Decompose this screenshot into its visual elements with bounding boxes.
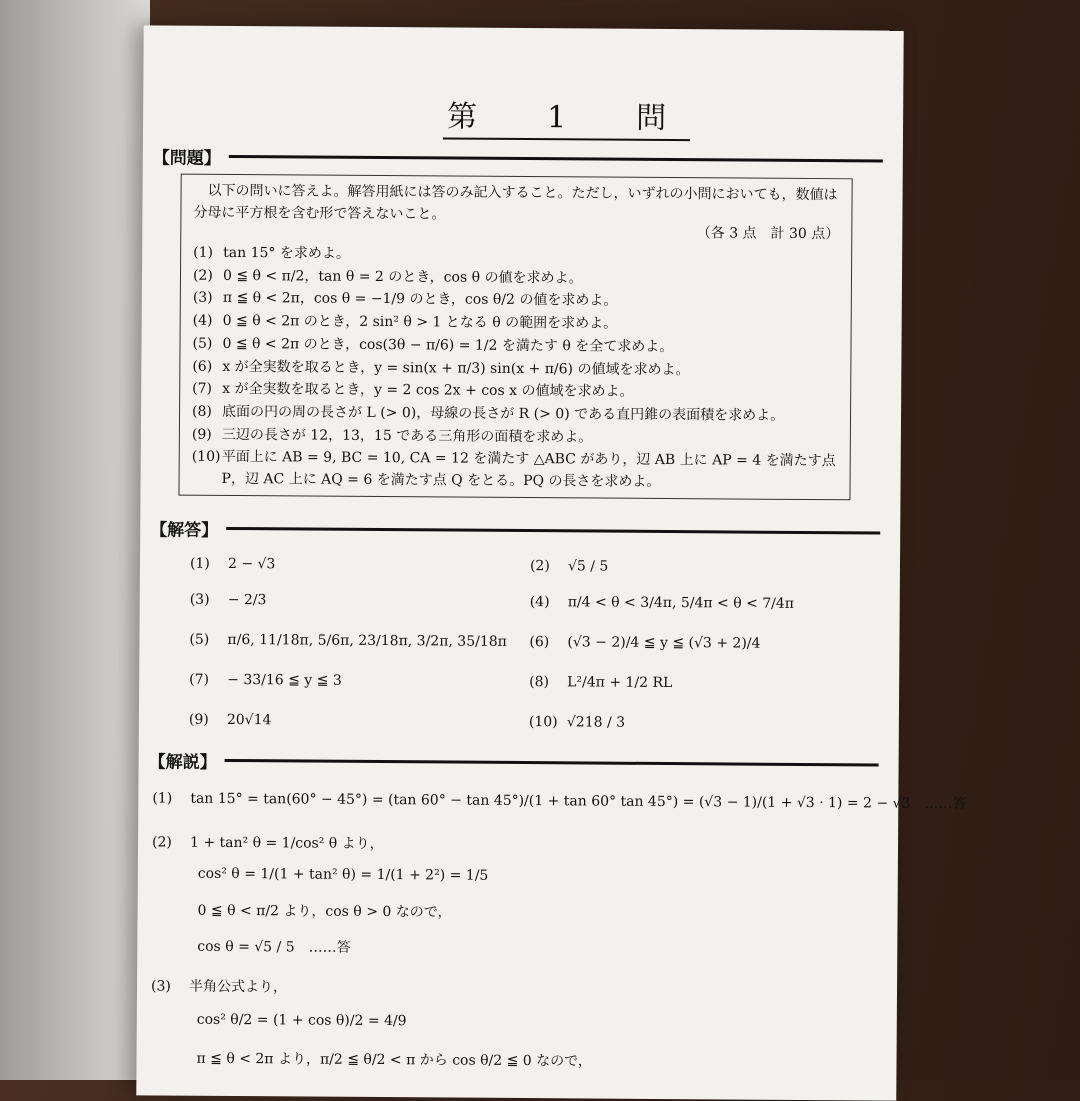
question-item [193, 288, 839, 314]
answer-number: (1) [189, 555, 210, 572]
question-number: (8) [191, 403, 212, 420]
answer-text: L²/4π + 1/2 RL [567, 674, 673, 692]
page-title: 第 1 問 [443, 91, 690, 141]
answer-text: π/6, 11/18π, 5/6π, 23/18π, 3/2π, 35/18π [227, 631, 507, 650]
answer-text: (√3 − 2)/4 ≦ y ≦ (√3 + 2)/4 [567, 634, 761, 652]
question-text: 底面の円の周の長さが L (> 0)，母線の長さが R (> 0) である直円錐の表面積を求めよ。 [221, 403, 785, 424]
question-number: (6) [192, 358, 213, 375]
explanation-section-heading [149, 747, 879, 777]
question-number: (3) [192, 290, 213, 307]
explanation-text: 1 + tan² θ = 1/cos² θ より， [189, 834, 384, 853]
explanation-line [198, 900, 452, 922]
answer-number: (6) [529, 634, 550, 651]
explanation-number: (3) [150, 978, 171, 995]
facing-page-edge [0, 0, 150, 1080]
question-text: 三辺の長さが 12，13，15 である三角形の面積を求めよ。 [221, 426, 593, 446]
answer-heading-label: 【解答】 [150, 520, 219, 541]
explanation-line [151, 975, 287, 996]
answer-item [190, 556, 275, 573]
explanation-text: 半角公式より， [188, 978, 288, 996]
question-item [193, 265, 839, 291]
heading-rule [225, 759, 879, 767]
question-item [192, 379, 838, 405]
explanation-text: cos² θ = 1/(1 + tan² θ) = 1/(1 + 2²) = 1/5 [197, 865, 489, 884]
answer-item [189, 672, 342, 689]
question-text: x が全実数を取るとき，y = 2 cos 2x + cos x の値域を求めよ。 [222, 381, 634, 400]
answer-text: π/4 < θ < 3/4π, 5/4π < θ < 7/4π [567, 594, 795, 612]
question-item [193, 311, 839, 337]
heading-rule [226, 527, 880, 535]
answer-number: (9) [188, 711, 209, 728]
answer-grid [189, 546, 830, 740]
answer-text: − 2/3 [227, 591, 267, 609]
answer-number: (2) [529, 558, 550, 575]
document-page [136, 25, 967, 1100]
question-number: (2) [192, 267, 213, 284]
points-note: （各 3 点 計 30 点） [696, 225, 840, 243]
explanation-text: cos θ = √5 / 5 ……答 [197, 938, 351, 956]
problem-section-heading [153, 143, 883, 173]
explanation-text: 0 ≦ θ < π/2 より，cos θ > 0 なので， [197, 902, 452, 921]
answer-text: √218 / 3 [566, 714, 626, 731]
explanation-line [152, 787, 966, 813]
question-item [192, 424, 838, 450]
explanation-line [198, 866, 489, 884]
answer-item [529, 674, 672, 691]
question-text: 0 ≦ θ < 2π のとき，cos(3θ − π/6) = 1/2 を満たす θ を全て求めよ。 [222, 335, 674, 355]
problem-box [178, 174, 852, 501]
explanation-line [152, 831, 384, 853]
answer-text: 20√14 [226, 711, 272, 729]
question-number: (7) [192, 380, 213, 398]
answer-section-heading [150, 515, 880, 545]
question-text: tan 15° を求めよ。 [223, 244, 350, 262]
question-item [192, 334, 838, 360]
explanation-line [196, 1048, 591, 1071]
question-item [192, 356, 838, 382]
explanation-heading-label: 【解説】 [148, 752, 217, 773]
answer-text: 2 − √3 [227, 555, 276, 573]
explanation-number: (2) [151, 834, 172, 851]
answer-item [530, 594, 794, 612]
answer-item [189, 632, 507, 650]
answer-number: (4) [529, 594, 550, 611]
question-number: (5) [192, 335, 213, 352]
explanation-line [197, 936, 350, 957]
question-number: (1) [193, 244, 214, 261]
answer-number: (3) [189, 591, 210, 608]
explanation-text: π ≦ θ < 2π より，π/2 ≦ θ/2 < π から cos θ/2 ≦ 0 なので， [196, 1050, 592, 1070]
answer-item [190, 592, 267, 609]
answer-item [529, 634, 760, 652]
answer-number: (10) [528, 714, 558, 731]
answer-text: √5 / 5 [567, 558, 609, 575]
question-text: x が全実数を取るとき，y = sin(x + π/3) sin(x + π/6) の値域を求めよ。 [222, 358, 690, 378]
answer-number: (5) [189, 631, 210, 648]
explanation-line [197, 1012, 407, 1029]
answer-number: (8) [529, 674, 550, 691]
question-item [191, 447, 837, 495]
explanation-number: (1) [152, 790, 173, 807]
explanation-text: cos² θ/2 = (1 + cos θ)/2 = 4/9 [196, 1011, 407, 1030]
answer-item [530, 558, 608, 575]
question-number: (9) [191, 426, 212, 443]
question-list [191, 243, 839, 495]
question-text: 0 ≦ θ < 2π のとき，2 sin² θ > 1 となる θ の範囲を求めよ。 [222, 313, 618, 332]
question-item [192, 402, 838, 428]
question-number: (4) [192, 312, 213, 329]
answer-number: (7) [189, 671, 210, 688]
answer-text: − 33/16 ≦ y ≦ 3 [227, 671, 342, 689]
answer-item [189, 712, 272, 729]
problem-intro: 以下の問いに答えよ。解答用紙には答のみ記入すること。ただし，いずれの小問においても，数値は分母に平方根を含む形で答えないこと。 [193, 182, 838, 223]
heading-rule [229, 155, 883, 163]
question-text: π ≦ θ < 2π，cos θ = −1/9 のとき，cos θ/2 の値を求めよ。 [222, 290, 618, 310]
problem-heading-label: 【問題】 [152, 148, 221, 169]
question-item [193, 243, 839, 269]
question-text: 0 ≦ θ < π/2，tan θ = 2 のとき，cos θ の値を求めよ。 [222, 267, 583, 287]
answer-item [529, 714, 625, 731]
question-number: (10) [191, 448, 221, 466]
question-text: 平面上に AB = 9, BC = 10, CA = 12 を満たす △ABC があり，辺 AB 上に AP = 4 を満たす点 P，辺 AC 上に AQ = 6 を満たす点 Q をとる。PQ の長さを求めよ。 [221, 449, 836, 490]
explanation-text: tan 15° = tan(60° − 45°) = (tan 60° − tan 45°)/(1 + tan 60° tan 45°) = (√3 − 1)/(1 + √3 · 1) = 2 − √3 ……答 [190, 790, 967, 813]
